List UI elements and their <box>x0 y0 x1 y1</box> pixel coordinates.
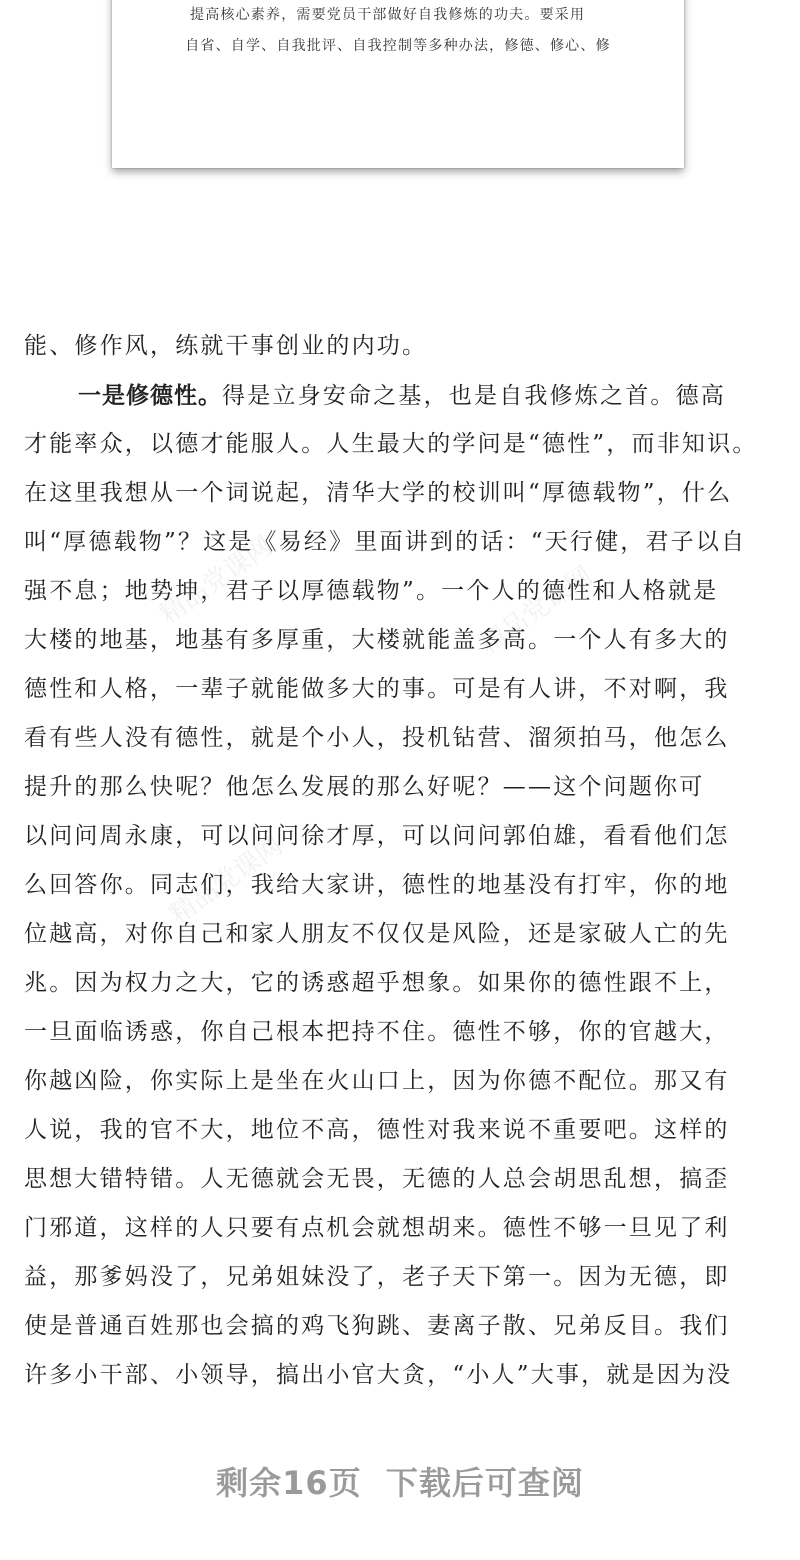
body-line-14: 兆。因为权力之大，它的诱惑超乎想象。如果你的德性跟不上， <box>24 970 730 996</box>
lead-heading: 一是修德性。 <box>78 382 222 409</box>
body-line-13: 位越高，对你自己和家人朋友不仅仅是风险，还是家破人亡的先 <box>24 921 730 947</box>
body-line-7: 大楼的地基，地基有多厚重，大楼就能盖多高。一个人有多大的 <box>24 627 730 653</box>
body-line-6: 强不息；地势坤，君子以厚德载物”。一个人的德性和人格就是 <box>24 578 719 604</box>
body-line-12: 么回答你。同志们，我给大家讲，德性的地基没有打牢，你的地 <box>24 872 730 898</box>
preview-page-card <box>112 0 684 168</box>
paragraph-lead <box>24 371 780 420</box>
document-body <box>24 322 780 1400</box>
body-line-20: 益，那爹妈没了，兄弟姐妹没了，老子天下第一。因为无德，即 <box>24 1264 730 1290</box>
body-line-4: 在这里我想从一个词说起，清华大学的校训叫“厚德载物”，什么 <box>24 480 733 506</box>
lead-text: 得是立身安命之基，也是自我修炼之首。德高 <box>222 383 726 409</box>
body-line-15: 一旦面临诱惑，你自己根本把持不住。德性不够，你的官越大， <box>24 1019 730 1045</box>
body-line-8: 德性和人格，一辈子就能做多大的事。可是有人讲，不对啊，我 <box>24 676 730 702</box>
body-line-3: 才能率众，以德才能服人。人生最大的学问是“德性”，而非知识。 <box>24 431 758 457</box>
body-line-10: 提升的那么快呢？他怎么发展的那么好呢？——这个问题你可 <box>24 774 705 800</box>
body-line-22: 许多小干部、小领导，搞出小官大贪，“小人”大事，就是因为没 <box>24 1362 733 1388</box>
card-text-line-1: 提高核心素养，需要党员干部做好自我修炼的功夫。要采用 <box>190 7 586 23</box>
body-line-18: 思想大错特错。人无德就会无畏，无德的人总会胡思乱想，搞歪 <box>24 1166 730 1192</box>
remaining-pages-download-notice[interactable]: 剩余16页 下载后可查阅 <box>216 1464 584 1502</box>
body-line-16: 你越凶险，你实际上是坐在火山口上，因为你德不配位。那又有 <box>24 1068 730 1094</box>
card-text-line-2: 自省、自学、自我批评、自我控制等多种办法，修德、修心、修 <box>185 38 611 54</box>
body-line-17: 人说，我的官不大，地位不高，德性对我来说不重要吧。这样的 <box>24 1117 730 1143</box>
watermark-3: 精品党课网 <box>164 830 289 931</box>
body-line-9: 看有些人没有德性，就是个小人，投机钻营、溜须拍马，他怎么 <box>24 725 730 751</box>
body-line-11: 以问问周永康，可以问问徐才厚，可以问问郭伯雄，看看他们怎 <box>24 823 730 849</box>
body-line-1: 能、修作风，练就干事创业的内功。 <box>24 333 428 359</box>
body-line-5: 叫“厚德载物”？这是《易经》里面讲到的话：“天行健，君子以自 <box>24 529 747 555</box>
body-line-21: 使是普通百姓那也会搞的鸡飞狗跳、妻离子散、兄弟反目。我们 <box>24 1313 730 1339</box>
watermark-1: 精品党课网 <box>154 530 279 631</box>
watermark-2: 精品党课网 <box>474 560 599 661</box>
body-line-19: 门邪道，这样的人只要有点机会就想胡来。德性不够一旦见了利 <box>24 1215 730 1241</box>
